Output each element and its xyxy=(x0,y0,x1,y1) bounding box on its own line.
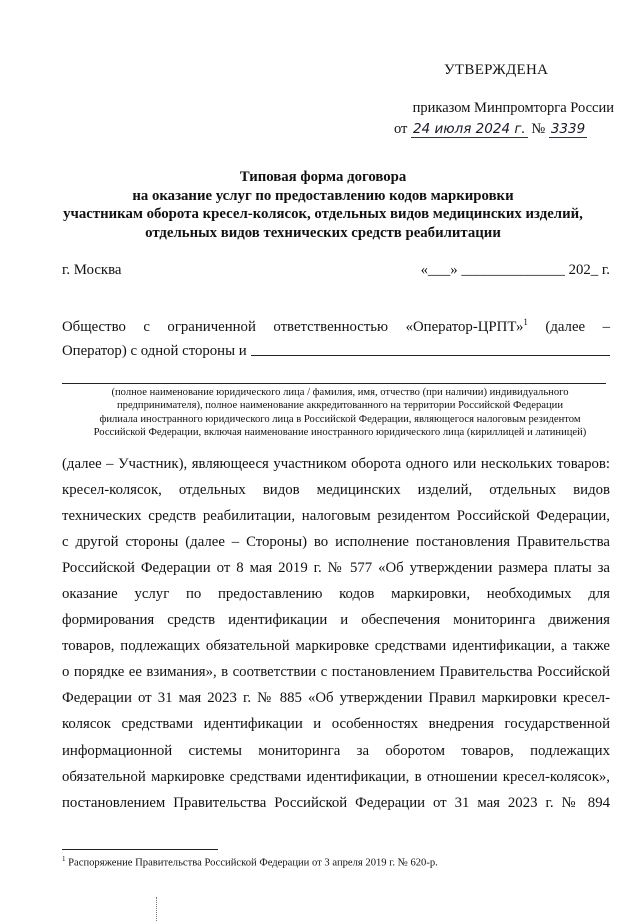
document-title xyxy=(40,168,606,242)
body-line: Федерации от 31 мая 2023 г. № 885 «Об утверждении Правил маркировки кресел- xyxy=(62,690,610,707)
intro-operator-name: Общество с ограниченной ответственностью «Оператор-ЦРПТ» xyxy=(62,318,524,335)
body-line: (далее – Участник), являющееся участником оборота одного или нескольких товаров: xyxy=(62,456,610,472)
scan-artifact xyxy=(156,897,158,921)
body-line: обязательной маркировке средствами идентификации, в отношении кресел-колясок», xyxy=(62,768,610,785)
body-line: с другой стороны (далее – Стороны) во исполнение постановления Правительства xyxy=(62,534,610,551)
caption-line: Российской Федерации, включая наименование иностранного юридического лица (кириллицей и латиницей) xyxy=(93,427,587,439)
intro-line-1 xyxy=(62,317,610,336)
order-number-handwritten: 3339 xyxy=(550,121,586,137)
body-line: формирования средств идентификации и обеспечения мониторинга движения xyxy=(62,612,610,629)
body-line: о порядке ее взимания», в соответствии с постановлением Правительства Российской xyxy=(62,664,610,681)
intro-line-1-tail: (далее – xyxy=(527,318,610,335)
title-line: Типовая форма договора xyxy=(239,169,407,185)
intro-line-2 xyxy=(62,343,610,360)
contract-body-text xyxy=(62,451,610,816)
footnote-mark: 1 xyxy=(62,855,66,863)
participant-name-blank-line xyxy=(62,383,606,384)
contract-date-blank: «___» ______________ 202_ г. xyxy=(420,262,610,278)
footnote-text: Распоряжение Правительства Российской Федерации от 3 апреля 2019 г. № 620-р. xyxy=(65,857,438,869)
body-line: оказание услуг по предоставлению кодов маркировки, необходимых для xyxy=(62,586,610,603)
body-line: Российской Федерации от 8 мая 2019 г. № 577 «Об утверждении размера платы за xyxy=(62,560,610,577)
title-line: участникам оборота кресел-колясок, отдельных видов медицинских изделий, xyxy=(63,206,583,222)
order-from-prefix: от xyxy=(394,121,408,137)
order-date-handwritten: 24 июля 2024 г. xyxy=(413,121,526,137)
footnote xyxy=(62,855,438,869)
blank-field-caption xyxy=(80,386,600,440)
title-line: на оказание услуг по предоставлению кодов маркировки xyxy=(132,187,514,204)
title-line: отдельных видов технических средств реабилитации xyxy=(145,224,501,241)
order-issuer: приказом Минпромторга России xyxy=(412,100,614,116)
body-line: колясок средствами идентификации и особенностях внедрения государственной xyxy=(62,716,610,733)
intro-line-2-text: Оператор) с одной стороны и xyxy=(62,343,247,359)
body-line: постановлением Правительства Российской Федерации от 31 мая 2023 г. № 894 xyxy=(62,794,610,811)
order-date-number xyxy=(394,121,614,138)
body-line: технических средств реабилитации, налоговым резидентом Российской Федерации, xyxy=(62,508,610,525)
caption-line: предпринимателя), полное наименование аккредитованного на территории Российской Федерации xyxy=(117,400,563,412)
contract-city: г. Москва xyxy=(62,262,122,278)
body-line: кресел-колясок, отдельных видов медицинских изделий, отдельных видов xyxy=(62,482,610,499)
order-number-prefix: № xyxy=(531,121,546,137)
footnote-reference: 1 xyxy=(523,317,528,327)
caption-line: (полное наименование юридического лица / фамилия, имя, отчество (при наличии) индивидуального xyxy=(111,387,569,398)
participant-name-blank xyxy=(251,343,610,356)
body-line: товаров, подлежащих обязательной маркировке средствами идентификации, а также xyxy=(62,638,610,655)
caption-line: филиала иностранного юридического лица в Российской Федерации, являющегося налоговым резидентом xyxy=(99,413,581,425)
body-line: информационной системы мониторинга за оборотом товаров, подлежащих xyxy=(62,742,610,759)
footnote-separator xyxy=(62,849,218,850)
approval-heading: УТВЕРЖДЕНА xyxy=(444,62,549,78)
